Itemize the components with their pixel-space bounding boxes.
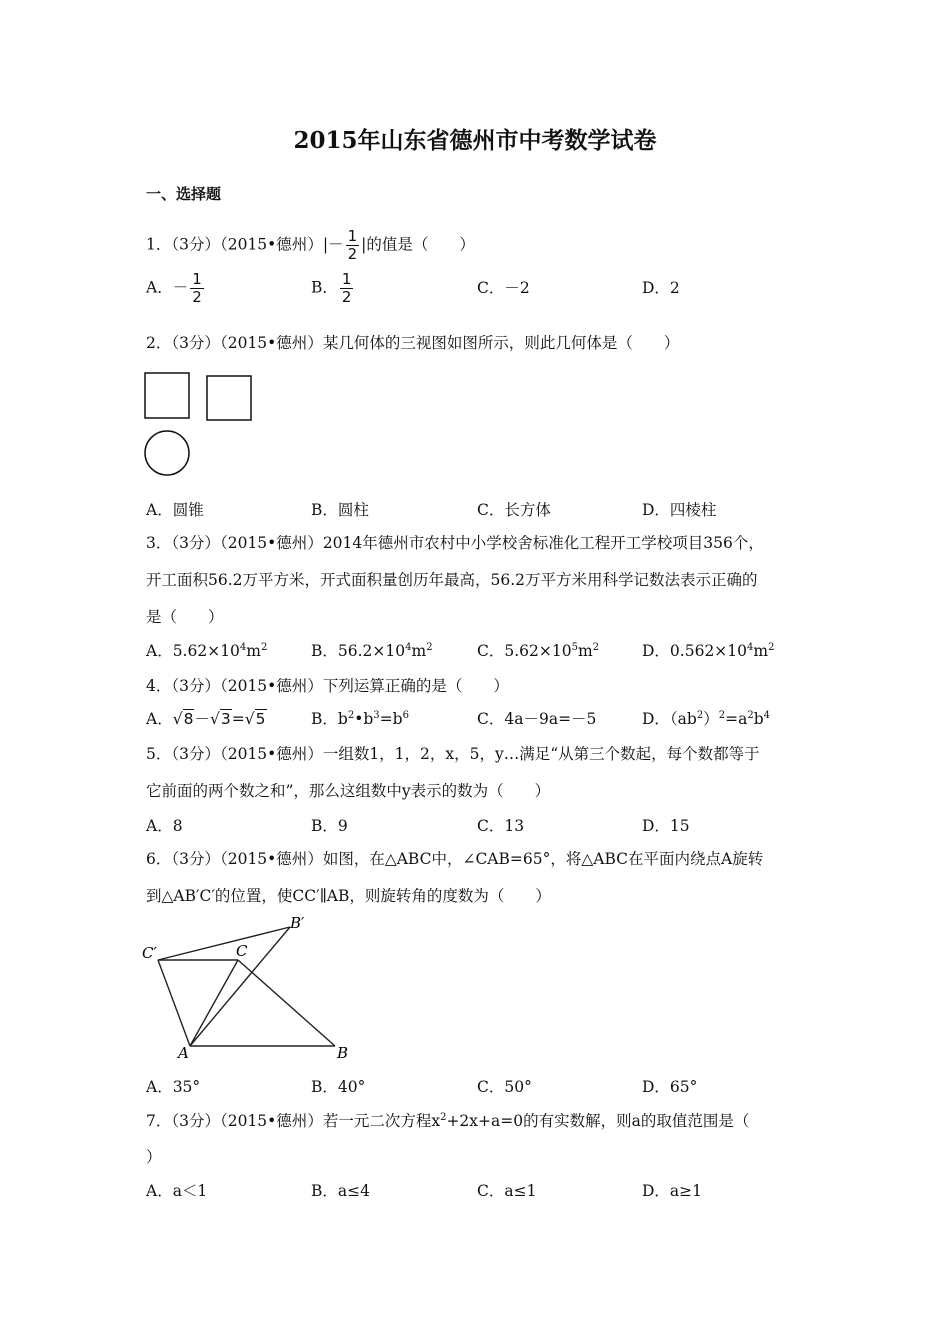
- q3-c-unit-exp: 2: [592, 641, 600, 653]
- q4-option-a: A．√8－√3=√5: [146, 710, 266, 728]
- q3-c-unit: m: [577, 642, 593, 660]
- segment-c-prime-b-prime: [158, 927, 290, 960]
- q3-b-exp: 4: [405, 641, 412, 653]
- q4-d-mid: ）: [703, 710, 719, 728]
- q1-num: 1: [347, 227, 358, 245]
- q5-option-c: C．13: [477, 817, 525, 835]
- question-2-stem: 2．（3分）（2015•德州）某几何体的三视图如图所示，则此几何体是（ ）: [146, 334, 680, 352]
- question-6-line-2: 到△AB′C′的位置，使CC′∥AB，则旋转角的度数为（ ）: [146, 887, 551, 905]
- q3-option-b: [311, 639, 433, 661]
- q3-b-unit-exp: 2: [426, 641, 433, 653]
- question-7-line-2: ）: [146, 1148, 162, 1166]
- rotation-triangle-figure: [138, 912, 368, 1064]
- segment-c-b: [238, 960, 335, 1046]
- question-4-stem: 4．（3分）（2015•德州）下列运算正确的是（ ）: [146, 677, 509, 695]
- q4-a-minus: －: [194, 710, 210, 728]
- q3-a-base: A．5.62×10: [146, 642, 240, 660]
- question-1-stem: [146, 229, 475, 262]
- q2-option-c: C．长方体: [477, 501, 551, 519]
- question-3-line-2: 开工面积56.2万平方米，开式面积量创历年最高，56.2万平方米用科学记数法表示正确的: [146, 571, 758, 589]
- q7-option-c: C．a≤1: [477, 1182, 537, 1200]
- q4-option-b: [311, 707, 409, 729]
- label-a: A: [178, 1044, 189, 1062]
- q3-d-exp: 4: [747, 641, 754, 653]
- top-view-circle: [145, 431, 189, 475]
- q4-b-e1: 2: [347, 709, 355, 721]
- q1-text-a: 1．（3分）（2015•德州）|: [146, 235, 329, 254]
- q3-d-base: D．0.562×10: [642, 642, 748, 660]
- q1-a-den: 2: [192, 288, 202, 306]
- q1-option-d: D．2: [642, 279, 680, 297]
- section-heading: 一、选择题: [146, 185, 222, 203]
- q1-b-label: B．: [311, 278, 338, 297]
- label-b-prime: B′: [290, 914, 305, 932]
- q4-b-1: B．b: [311, 710, 348, 728]
- q4-d-e1: 2: [696, 709, 704, 721]
- q6-option-a: A．35°: [146, 1078, 201, 1096]
- q4-b-e2: 3: [373, 709, 380, 721]
- segment-c-prime-a: [158, 960, 190, 1046]
- q3-d-unit-exp: 2: [768, 641, 775, 653]
- q1-a-label: A．: [146, 278, 173, 297]
- q4-d-e2: 2: [718, 709, 726, 721]
- label-c-prime: C′: [142, 944, 157, 962]
- q3-option-c: [477, 639, 599, 661]
- q4-option-c: C．4a－9a=－5: [477, 710, 597, 728]
- q2-option-a: A．圆锥: [146, 501, 204, 519]
- q6-option-b: B．40°: [311, 1078, 366, 1096]
- question-3-line-3: 是（ ）: [146, 608, 224, 626]
- q1-den: 2: [347, 245, 358, 263]
- q7-exp: 2: [440, 1111, 447, 1123]
- side-view-square: [207, 376, 251, 420]
- q7-option-a: A．a＜1: [146, 1182, 208, 1200]
- q4-d-eq: =a: [725, 710, 748, 728]
- q1-neg: －: [328, 235, 344, 254]
- q1-option-b: [311, 272, 355, 305]
- q2-option-b: B．圆柱: [311, 501, 369, 519]
- front-view-square: [145, 373, 189, 418]
- q5-option-b: B．9: [311, 817, 348, 835]
- q3-a-unit: m: [246, 642, 261, 660]
- q7-option-b: B．a≤4: [311, 1182, 370, 1200]
- q7-option-d: D．a≥1: [642, 1182, 703, 1200]
- q3-b-unit: m: [411, 642, 427, 660]
- label-c: C: [236, 942, 248, 960]
- q1-b-den: 2: [341, 288, 352, 306]
- q1-fraction: [346, 229, 360, 262]
- q7-text-a: 7．（3分）（2015•德州）若一元二次方程x: [146, 1112, 441, 1130]
- q6-option-c: C．50°: [477, 1078, 532, 1096]
- q4-d-e3: 2: [747, 709, 754, 721]
- segment-a-c: [190, 960, 238, 1046]
- q4-a-label: A．: [146, 710, 173, 728]
- question-5-line-2: 它前面的两个数之和”，那么这组数中y表示的数为（ ）: [146, 782, 551, 800]
- q3-option-a: [146, 639, 267, 661]
- q5-option-a: A．8: [146, 817, 183, 835]
- q1-a-neg: －: [172, 278, 189, 297]
- q1-option-c: C．－2: [477, 279, 530, 297]
- question-7-line-1: [146, 1109, 749, 1131]
- q4-d-e4: 4: [763, 709, 771, 721]
- q3-a-exp: 4: [239, 641, 247, 653]
- q6-option-d: D．65°: [642, 1078, 698, 1096]
- q3-d-unit: m: [753, 642, 769, 660]
- q3-c-exp: 5: [571, 641, 578, 653]
- q1-text-b: |的值是（ ）: [361, 235, 475, 254]
- q1-a-num: 1: [192, 270, 202, 288]
- q1-b-fraction: [340, 272, 354, 305]
- q3-option-d: [642, 639, 774, 661]
- page-title: 2015年山东省德州市中考数学试卷: [293, 127, 657, 154]
- q3-b-base: B．56.2×10: [311, 642, 406, 660]
- question-6-line-1: 6．（3分）（2015•德州）如图，在△ABC中，∠CAB=65°，将△ABC在平面内绕点A旋转: [146, 850, 764, 868]
- three-view-figure: [140, 368, 260, 480]
- q3-a-unit-exp: 2: [261, 641, 268, 653]
- label-b: B: [337, 1044, 349, 1062]
- q1-option-a: [146, 272, 206, 305]
- q3-c-base: C．5.62×10: [477, 642, 572, 660]
- q4-d-1: D．（ab: [642, 710, 697, 728]
- question-3-line-1: 3．（3分）（2015•德州）2014年德州市农村中小学校舍标准化工程开工学校项目356个，: [146, 534, 764, 552]
- q4-b-eq: =b: [379, 710, 403, 728]
- q4-a-root-3: 5: [255, 710, 266, 728]
- q1-a-fraction: [190, 272, 204, 305]
- q7-text-b: +2x+a=0的有实数解，则a的取值范围是（: [446, 1112, 750, 1130]
- q1-b-num: 1: [341, 270, 352, 288]
- q5-option-d: D．15: [642, 817, 690, 835]
- q4-option-d: [642, 707, 770, 729]
- q4-a-root-1: 8: [183, 710, 194, 728]
- q4-a-eq: =: [231, 710, 245, 728]
- question-5-line-1: 5．（3分）（2015•德州）一组数1，1，2，x，5，y…满足“从第三个数起，每个数都等于: [146, 745, 760, 763]
- q4-b-mid: •b: [354, 710, 374, 728]
- q4-a-root-2: 3: [220, 710, 231, 728]
- q4-b-e3: 6: [402, 709, 409, 721]
- q2-option-d: D．四棱柱: [642, 501, 717, 519]
- q4-d-b: b: [753, 710, 764, 728]
